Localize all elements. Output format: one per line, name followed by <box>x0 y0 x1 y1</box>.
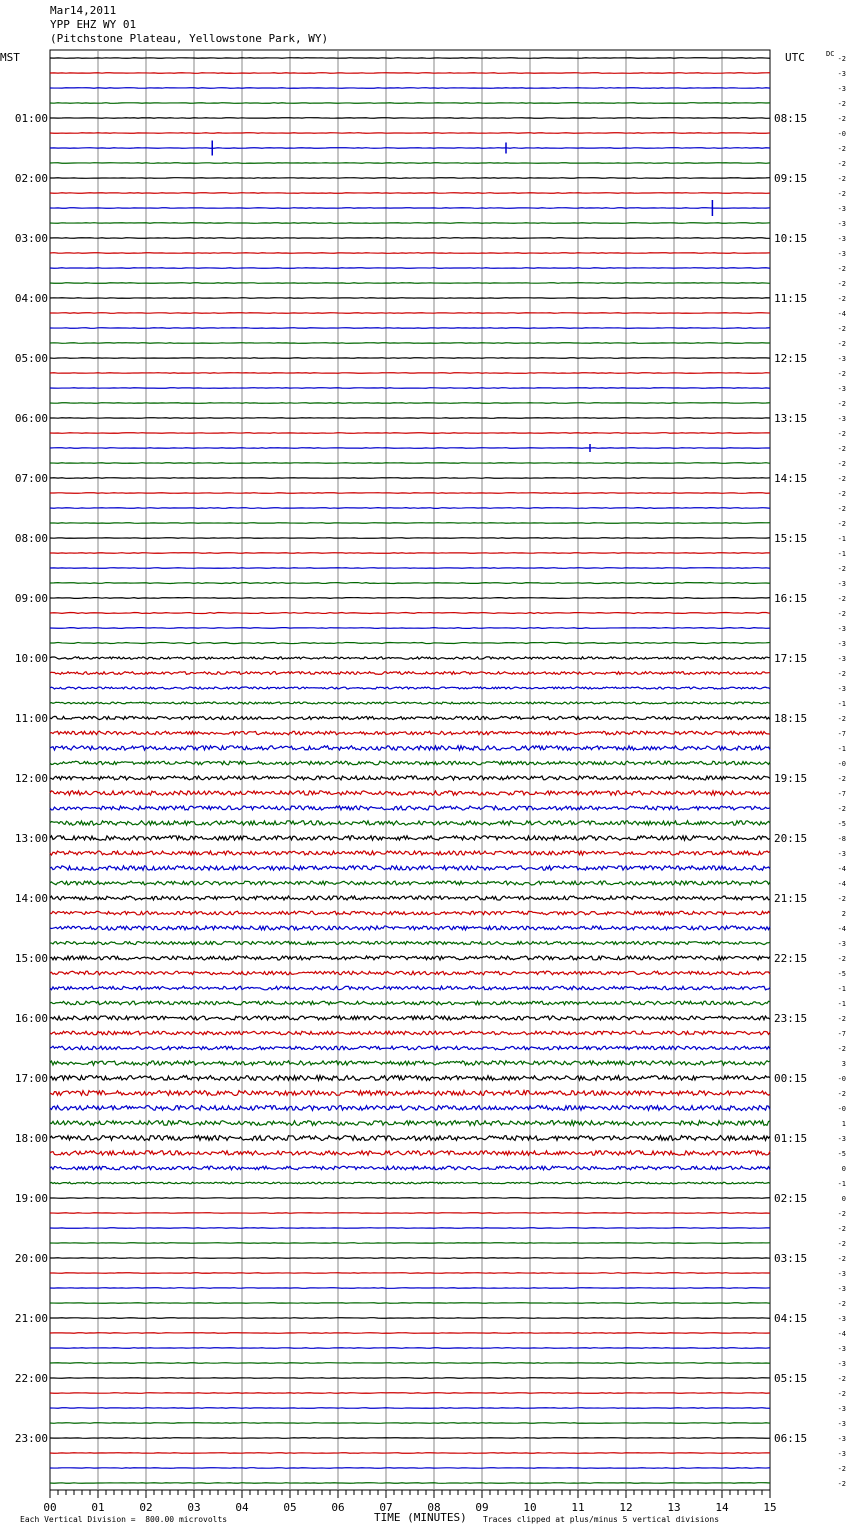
dc-offset-label: -2 <box>837 1240 846 1248</box>
trace-row <box>50 836 770 840</box>
mst-hour-label: 14:00 <box>14 892 48 905</box>
dc-offset-label: -5 <box>837 820 846 828</box>
dc-offset-label: -2 <box>837 445 846 453</box>
trace-row <box>50 1318 770 1319</box>
dc-offset-label: 3 <box>841 1060 846 1068</box>
dc-offset-label: -2 <box>837 100 846 108</box>
dc-offset-label: -4 <box>837 865 846 873</box>
dc-offset-label: -3 <box>837 1360 846 1368</box>
x-axis-title: TIME (MINUTES) <box>374 1511 467 1524</box>
dc-offset-label: -3 <box>837 940 846 948</box>
dc-offset-label: -3 <box>837 1405 846 1413</box>
dc-offset-label: -0 <box>837 760 846 768</box>
trace-row <box>50 133 770 134</box>
trace-row <box>50 253 770 254</box>
dc-offset-label: -3 <box>837 655 846 663</box>
x-tick-label: 03 <box>187 1501 201 1514</box>
x-tick-label: 15 <box>763 1501 777 1514</box>
trace-row <box>50 328 770 329</box>
utc-hour-label: 01:15 <box>774 1132 808 1145</box>
dc-offset-label: -2 <box>837 895 846 903</box>
utc-hour-label: 03:15 <box>774 1252 808 1265</box>
utc-hour-label: 12:15 <box>774 352 808 365</box>
utc-hour-label: 11:15 <box>774 292 808 305</box>
x-tick-label: 02 <box>139 1501 153 1514</box>
dc-offset-label: -1 <box>837 550 846 558</box>
trace-row <box>50 1076 770 1081</box>
trace-row <box>50 343 770 344</box>
dc-offset-label: -3 <box>837 385 846 393</box>
dc-offset-label: -7 <box>837 1030 846 1038</box>
dc-offset-label: -2 <box>837 280 846 288</box>
dc-offset-label: -2 <box>837 670 846 678</box>
trace-row <box>50 1303 770 1304</box>
utc-hour-label: 08:15 <box>774 112 808 125</box>
trace-row <box>50 1182 770 1184</box>
dc-offset-label: -3 <box>837 1435 846 1443</box>
mst-hour-label: 05:00 <box>14 352 48 365</box>
utc-hour-label: 05:15 <box>774 1372 808 1385</box>
trace-row <box>50 716 770 719</box>
trace-row <box>50 986 770 990</box>
mst-hour-label: 08:00 <box>14 532 48 545</box>
dc-offset-label: -2 <box>837 430 846 438</box>
dc-offset-label: -2 <box>837 1225 846 1233</box>
dc-offset-label: -2 <box>837 145 846 153</box>
trace-row <box>50 1016 770 1020</box>
dc-offset-label: -1 <box>837 985 846 993</box>
trace-row <box>50 971 770 975</box>
mst-hour-label: 13:00 <box>14 832 48 845</box>
trace-row <box>50 163 770 164</box>
x-tick-label: 13 <box>667 1501 681 1514</box>
trace-row <box>50 866 770 870</box>
utc-hour-label: 17:15 <box>774 652 808 665</box>
trace-row <box>50 268 770 269</box>
trace-row <box>50 298 770 299</box>
x-tick-label: 01 <box>91 1501 105 1514</box>
trace-row <box>50 761 770 765</box>
trace-row <box>50 223 770 224</box>
dc-offset-label: -5 <box>837 1150 846 1158</box>
dc-offset-label: -0 <box>837 1105 846 1113</box>
mst-hour-label: 20:00 <box>14 1252 48 1265</box>
trace-row <box>50 1258 770 1259</box>
mst-hour-label: 11:00 <box>14 712 48 725</box>
trace-row <box>50 657 770 659</box>
trace-row <box>50 1213 770 1214</box>
dc-offset-label: -7 <box>837 790 846 798</box>
trace-row <box>50 731 770 735</box>
dc-offset-label: -2 <box>837 460 846 468</box>
x-tick-label: 08 <box>427 1501 441 1514</box>
trace-row <box>50 1136 770 1141</box>
dc-offset-label: -2 <box>837 610 846 618</box>
dc-offset-label: -3 <box>837 1450 846 1458</box>
utc-axis-title: UTC <box>785 51 805 64</box>
trace-row <box>50 238 770 239</box>
trace-row <box>50 806 770 810</box>
dc-offset-label: -2 <box>837 265 846 273</box>
dc-offset-label: -2 <box>837 340 846 348</box>
utc-hour-label: 15:15 <box>774 532 808 545</box>
trace-row <box>50 478 770 479</box>
trace-row <box>50 433 770 434</box>
trace-row <box>50 1363 770 1364</box>
trace-row <box>50 448 770 449</box>
trace-row <box>50 1288 770 1289</box>
mst-hour-label: 22:00 <box>14 1372 48 1385</box>
dc-offset-label: -3 <box>837 685 846 693</box>
trace-row <box>50 642 770 643</box>
utc-hour-label: 09:15 <box>774 172 808 185</box>
x-tick-label: 00 <box>43 1501 57 1514</box>
dc-offset-label: -1 <box>837 700 846 708</box>
dc-offset-label: -1 <box>837 535 846 543</box>
x-tick-label: 09 <box>475 1501 489 1514</box>
trace-row <box>50 1091 770 1096</box>
trace-row <box>50 1393 770 1394</box>
trace-row <box>50 283 770 284</box>
dc-offset-label: -2 <box>837 1090 846 1098</box>
dc-offset-label: -3 <box>837 625 846 633</box>
dc-offset-label: -2 <box>837 160 846 168</box>
dc-offset-label: 0 <box>841 1195 846 1203</box>
trace-row <box>50 941 770 944</box>
utc-hour-label: 13:15 <box>774 412 808 425</box>
trace-row <box>50 313 770 314</box>
dc-offset-label: -2 <box>837 805 846 813</box>
dc-offset-label: -2 <box>837 1480 846 1488</box>
mst-hour-label: 03:00 <box>14 232 48 245</box>
trace-row <box>50 1378 770 1379</box>
mst-hour-label: 16:00 <box>14 1012 48 1025</box>
dc-offset-label: -3 <box>837 580 846 588</box>
trace-row <box>50 1468 770 1469</box>
dc-offset-label: -3 <box>837 415 846 423</box>
trace-row <box>50 613 770 614</box>
utc-hour-label: 20:15 <box>774 832 808 845</box>
dc-offset-label: -2 <box>837 1255 846 1263</box>
mst-hour-label: 07:00 <box>14 472 48 485</box>
utc-hour-label: 04:15 <box>774 1312 808 1325</box>
trace-row <box>50 821 770 825</box>
scale-note: Each Vertical Division = 800.00 microvolts <box>20 1515 228 1524</box>
dc-offset-label: -2 <box>837 325 846 333</box>
x-tick-label: 10 <box>523 1501 537 1514</box>
dc-offset-label: -2 <box>837 190 846 198</box>
trace-row <box>50 896 770 900</box>
trace-row <box>50 791 770 795</box>
dc-offset-label: -2 <box>837 1045 846 1053</box>
dc-header: DC <box>826 50 835 58</box>
trace-row <box>50 1273 770 1274</box>
trace-row <box>50 881 770 885</box>
trace-row <box>50 148 770 149</box>
dc-offset-label: -2 <box>837 400 846 408</box>
trace-row <box>50 1243 770 1244</box>
trace-row <box>50 58 770 59</box>
trace-row <box>50 73 770 74</box>
utc-hour-label: 02:15 <box>774 1192 808 1205</box>
dc-offset-label: -3 <box>837 640 846 648</box>
trace-row <box>50 88 770 89</box>
trace-row <box>50 746 770 750</box>
trace-row <box>50 1151 770 1155</box>
dc-offset-label: -3 <box>837 235 846 243</box>
dc-offset-label: -3 <box>837 1285 846 1293</box>
trace-row <box>50 1061 770 1065</box>
trace-row <box>50 193 770 194</box>
mst-hour-label: 02:00 <box>14 172 48 185</box>
date-label: Mar14,2011 <box>50 4 117 17</box>
dc-offset-label: -2 <box>837 715 846 723</box>
x-tick-label: 06 <box>331 1501 345 1514</box>
dc-offset-label: -2 <box>837 175 846 183</box>
dc-offset-label: -2 <box>837 295 846 303</box>
plot-frame <box>50 50 770 1490</box>
dc-offset-label: -3 <box>837 250 846 258</box>
mst-hour-label: 15:00 <box>14 952 48 965</box>
dc-offset-label: -1 <box>837 1180 846 1188</box>
dc-offset-label: -3 <box>837 1420 846 1428</box>
utc-hour-label: 21:15 <box>774 892 808 905</box>
utc-hour-label: 10:15 <box>774 232 808 245</box>
dc-offset-label: -3 <box>837 850 846 858</box>
trace-row <box>50 178 770 179</box>
utc-hour-label: 22:15 <box>774 952 808 965</box>
dc-offset-label: -2 <box>837 1465 846 1473</box>
dc-offset-label: -2 <box>837 520 846 528</box>
trace-row <box>50 672 770 675</box>
mst-hour-label: 01:00 <box>14 112 48 125</box>
dc-offset-label: -1 <box>837 1000 846 1008</box>
trace-row <box>50 1483 770 1484</box>
trace-row <box>50 1166 770 1170</box>
trace-row <box>50 776 770 780</box>
trace-row <box>50 1408 770 1409</box>
trace-row <box>50 1333 770 1334</box>
trace-row <box>50 956 770 960</box>
trace-row <box>50 553 770 554</box>
trace-row <box>50 1438 770 1439</box>
trace-row <box>50 1348 770 1349</box>
trace-row <box>50 418 770 419</box>
trace-row <box>50 208 770 209</box>
dc-offset-label: -2 <box>837 490 846 498</box>
trace-row <box>50 388 770 389</box>
trace-row <box>50 1046 770 1050</box>
trace-row <box>50 851 770 855</box>
trace-row <box>50 403 770 404</box>
dc-offset-label: -2 <box>837 1300 846 1308</box>
dc-offset-label: -2 <box>837 370 846 378</box>
trace-row <box>50 1453 770 1454</box>
dc-offset-label: -3 <box>837 1345 846 1353</box>
utc-hour-label: 23:15 <box>774 1012 808 1025</box>
mst-axis-title: MST <box>0 51 20 64</box>
x-tick-label: 07 <box>379 1501 393 1514</box>
trace-row <box>50 568 770 569</box>
utc-hour-label: 14:15 <box>774 472 808 485</box>
dc-offset-label: -7 <box>837 730 846 738</box>
dc-offset-label: -2 <box>837 475 846 483</box>
trace-row <box>50 523 770 524</box>
dc-offset-label: -2 <box>837 1375 846 1383</box>
clip-note: Traces clipped at plus/minus 5 vertical divisions <box>483 1515 720 1524</box>
dc-offset-label: -3 <box>837 70 846 78</box>
trace-row <box>50 1031 770 1035</box>
dc-offset-label: -2 <box>837 115 846 123</box>
dc-offset-label: -3 <box>837 1270 846 1278</box>
trace-row <box>50 1121 770 1126</box>
trace-row <box>50 463 770 464</box>
dc-offset-label: -0 <box>837 130 846 138</box>
dc-offset-label: -2 <box>837 1390 846 1398</box>
dc-offset-label: -2 <box>837 505 846 513</box>
trace-row <box>50 1198 770 1199</box>
dc-offset-label: -2 <box>837 565 846 573</box>
dc-offset-label: -3 <box>837 220 846 228</box>
dc-offset-label: 0 <box>841 1165 846 1173</box>
x-tick-label: 11 <box>571 1501 585 1514</box>
mst-hour-label: 19:00 <box>14 1192 48 1205</box>
dc-offset-label: -2 <box>837 1210 846 1218</box>
mst-hour-label: 09:00 <box>14 592 48 605</box>
dc-offset-label: 2 <box>841 910 846 918</box>
utc-hour-label: 00:15 <box>774 1072 808 1085</box>
utc-hour-label: 06:15 <box>774 1432 808 1445</box>
x-tick-label: 14 <box>715 1501 729 1514</box>
dc-offset-label: -8 <box>837 835 846 843</box>
dc-offset-label: -3 <box>837 85 846 93</box>
dc-offset-label: -4 <box>837 880 846 888</box>
trace-row <box>50 358 770 359</box>
trace-row <box>50 583 770 584</box>
utc-hour-label: 19:15 <box>774 772 808 785</box>
dc-offset-label: -2 <box>837 775 846 783</box>
trace-row <box>50 702 770 704</box>
mst-hour-label: 06:00 <box>14 412 48 425</box>
dc-offset-label: -3 <box>837 355 846 363</box>
mst-hour-label: 18:00 <box>14 1132 48 1145</box>
trace-row <box>50 373 770 374</box>
trace-row <box>50 1228 770 1229</box>
dc-offset-label: -3 <box>837 205 846 213</box>
dc-offset-label: -4 <box>837 925 846 933</box>
dc-offset-label: -4 <box>837 1330 846 1338</box>
mst-hour-label: 04:00 <box>14 292 48 305</box>
trace-row <box>50 598 770 599</box>
trace-row <box>50 493 770 494</box>
utc-hour-label: 18:15 <box>774 712 808 725</box>
trace-row <box>50 1423 770 1424</box>
trace-row <box>50 538 770 539</box>
trace-row <box>50 687 770 689</box>
trace-row <box>50 911 770 915</box>
mst-hour-label: 17:00 <box>14 1072 48 1085</box>
x-tick-label: 12 <box>619 1501 633 1514</box>
x-tick-label: 04 <box>235 1501 249 1514</box>
mst-hour-label: 10:00 <box>14 652 48 665</box>
utc-hour-label: 16:15 <box>774 592 808 605</box>
x-tick-label: 05 <box>283 1501 297 1514</box>
trace-row <box>50 103 770 104</box>
trace-row <box>50 926 770 930</box>
dc-offset-label: -2 <box>837 1015 846 1023</box>
dc-offset-label: -4 <box>837 310 846 318</box>
trace-row <box>50 508 770 509</box>
station-label: YPP EHZ WY 01 <box>50 18 137 31</box>
dc-offset-label: -5 <box>837 970 846 978</box>
dc-offset-label: -3 <box>837 1135 846 1143</box>
mst-hour-label: 21:00 <box>14 1312 48 1325</box>
dc-offset-label: -2 <box>837 595 846 603</box>
trace-row <box>50 1001 770 1005</box>
location-label: (Pitchstone Plateau, Yellowstone Park, WY) <box>50 32 329 45</box>
dc-offset-label: -2 <box>837 955 846 963</box>
trace-row <box>50 1106 770 1111</box>
mst-hour-label: 12:00 <box>14 772 48 785</box>
dc-offset-label: -0 <box>837 1075 846 1083</box>
trace-row <box>50 118 770 119</box>
dc-offset-label: -1 <box>837 745 846 753</box>
dc-offset-label: 1 <box>841 1120 846 1128</box>
dc-offset-label: -3 <box>837 1315 846 1323</box>
trace-row <box>50 628 770 629</box>
mst-hour-label: 23:00 <box>14 1432 48 1445</box>
dc-offset-label: -2 <box>837 55 846 63</box>
